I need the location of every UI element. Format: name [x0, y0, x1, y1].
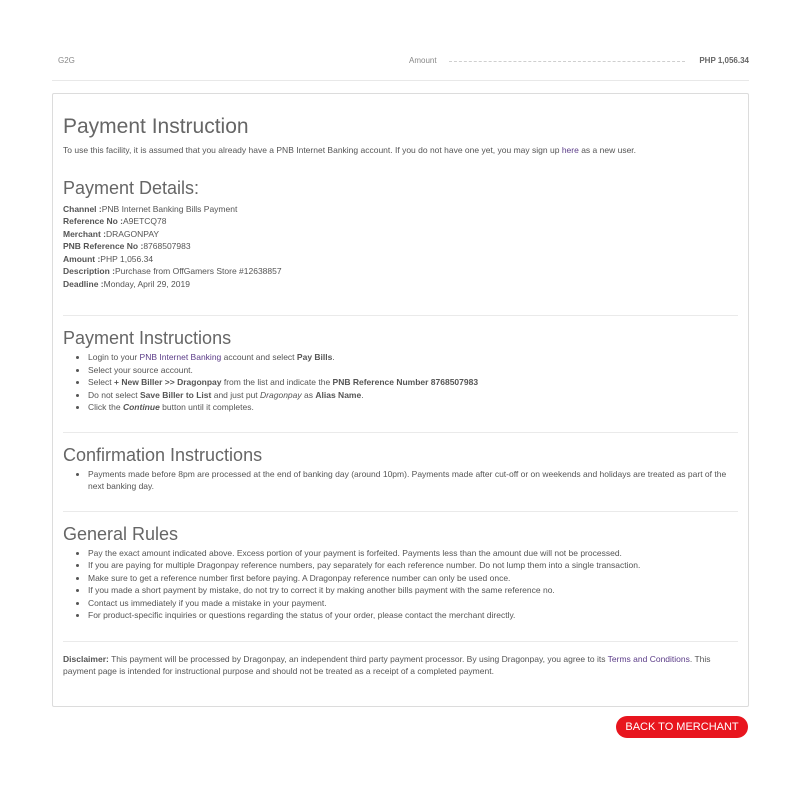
- payment-details-title: Payment Details:: [63, 177, 200, 198]
- confirmation-title: Confirmation Instructions: [63, 444, 263, 465]
- step-text: button until it completes.: [162, 402, 254, 412]
- detail-value: A9ETCQ78: [123, 216, 167, 226]
- detail-value: PHP 1,056.34: [100, 253, 154, 264]
- instruction-content: [63, 114, 738, 678]
- disclaimer-label: Disclaimer:: [63, 653, 109, 664]
- payment-step: [88, 389, 738, 402]
- step-emphasis: Dragonpay: [260, 389, 302, 400]
- confirmation-item: • Payments made before 8pm are processed at the end of banking day (around 10pm). Payments made after cut-off or on weekends and holidays are treated as part of the next banking day.: [88, 468, 738, 493]
- intro-text-end: as a new user.: [581, 145, 637, 155]
- detail-row-pnb-reference: [63, 240, 738, 253]
- step-text: Select: [88, 377, 112, 387]
- payment-step: [88, 401, 738, 414]
- detail-value: 8768507983: [143, 241, 191, 251]
- intro-text: [63, 144, 738, 157]
- confirmation-list: [63, 468, 738, 493]
- step-text: Do not select: [88, 389, 138, 400]
- step-emphasis: Alias Name: [315, 389, 362, 400]
- payment-step: [88, 376, 738, 389]
- rule-item: • Make sure to get a reference number first before paying. A Dragonpay reference number can only be used once.: [88, 572, 738, 585]
- step-text: .: [332, 352, 335, 362]
- terms-and-conditions-link[interactable]: Terms and Conditions: [607, 653, 690, 664]
- divider: [63, 432, 738, 433]
- step-emphasis: Save Biller to List: [140, 389, 212, 400]
- merchant-name: G2G: [58, 56, 75, 65]
- page-title: Payment Instruction: [63, 115, 249, 138]
- detail-label: PNB Reference No :: [63, 241, 144, 251]
- signup-link[interactable]: here: [561, 145, 579, 155]
- disclaimer-text: This payment will be processed by Dragonpay, an independent third party payment processor. By using Dragonpay, you agree to its: [111, 653, 606, 664]
- rule-item: • Contact us immediately if you made a mistake in your payment.: [88, 597, 738, 610]
- intro-text-start: To use this facility, it is assumed that you already have a PNB Internet Banking account. If you do not have one yet, you may sign up: [63, 145, 560, 155]
- pnb-internet-banking-link[interactable]: PNB Internet Banking: [139, 352, 222, 362]
- general-rules-list: [63, 547, 738, 622]
- disclaimer: [63, 653, 738, 678]
- payment-details: [63, 203, 738, 291]
- step-text: from the list and indicate the: [223, 377, 331, 387]
- divider: [63, 511, 738, 512]
- divider: [63, 641, 738, 642]
- amount-label: Amount: [409, 56, 437, 65]
- payment-instructions-title: Payment Instructions: [63, 328, 232, 348]
- step-text: and just put: [213, 389, 258, 400]
- general-rules-title: General Rules: [63, 523, 179, 544]
- step-text: Login to your: [88, 352, 138, 362]
- detail-label: Amount :: [63, 253, 101, 264]
- detail-value: PNB Internet Banking Bills Payment: [101, 203, 238, 214]
- step-emphasis: PNB Reference Number 8768507983: [332, 377, 479, 387]
- step-text: as: [304, 389, 313, 400]
- step-text: Click the: [88, 402, 121, 412]
- back-to-merchant-button[interactable]: BACK TO MERCHANT: [616, 716, 748, 738]
- step-emphasis: Continue: [122, 402, 160, 412]
- detail-label: Description :: [63, 266, 115, 276]
- step-text: .: [361, 389, 364, 400]
- detail-value: DRAGONPAY: [105, 228, 160, 239]
- detail-row-amount: [63, 253, 738, 266]
- detail-row-deadline: [63, 278, 738, 291]
- detail-label: Reference No :: [63, 216, 123, 226]
- rule-item: • If you made a short payment by mistake, do not try to correct it by making another bills payment with the same reference no.: [88, 584, 738, 597]
- step-text: account and select: [223, 352, 295, 362]
- amount-value: PHP 1,056.34: [699, 56, 749, 65]
- payment-steps-list: [63, 351, 738, 414]
- instruction-card: [52, 93, 749, 707]
- step-emphasis: + New Biller >> Dragonpay: [114, 377, 222, 387]
- detail-label: Merchant :: [63, 228, 106, 239]
- detail-row-description: [63, 265, 738, 278]
- payment-step: • Select your source account.: [88, 364, 738, 377]
- detail-value: Monday, April 29, 2019: [103, 278, 190, 289]
- rule-item: • For product-specific inquiries or questions regarding the status of your order, please contact the merchant directly.: [88, 609, 738, 622]
- detail-label: Channel :: [63, 203, 102, 214]
- divider: [63, 315, 738, 316]
- detail-row-channel: [63, 203, 738, 216]
- payment-step: [88, 351, 738, 364]
- detail-label: Deadline :: [63, 278, 104, 289]
- rule-item: • If you are paying for multiple Dragonpay reference numbers, pay separately for each reference number. Do not lump them into a single transaction.: [88, 559, 738, 572]
- detail-value: Purchase from OffGamers Store #12638857: [114, 266, 282, 276]
- summary-bar: [52, 48, 749, 81]
- detail-row-merchant: [63, 228, 738, 241]
- amount-leader-line: [449, 61, 685, 62]
- disclaimer-text-end: . This payment page is intended for instructional purpose and should not be treated as a receipt of a completed payment.: [63, 653, 711, 676]
- step-emphasis: Pay Bills: [296, 352, 333, 362]
- detail-row-reference: [63, 215, 738, 228]
- rule-item: • Pay the exact amount indicated above. Excess portion of your payment is forfeited. Payments less than the amount due will not be processed.: [88, 547, 738, 560]
